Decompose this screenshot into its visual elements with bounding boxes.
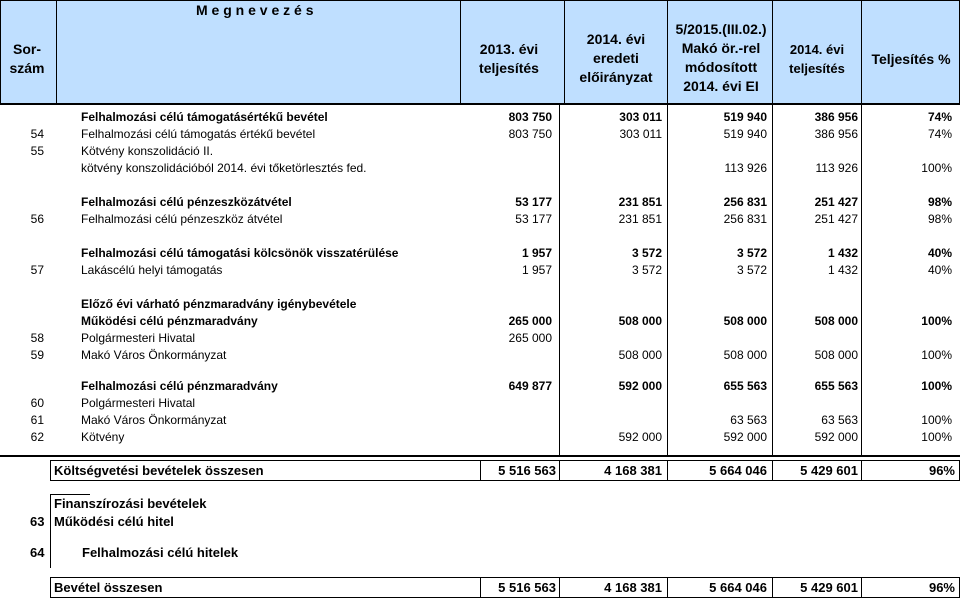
col-teljesites-pct-header: Teljesítés % bbox=[871, 51, 951, 67]
table-row: Felhalmozási célú támogatásértékű bevétel 803 750 303 011 519 940 386 956 74% bbox=[81, 110, 952, 124]
megnevezes-header: M e g n e v e z é s bbox=[196, 2, 314, 18]
table-row: kötvény konszolidációból 2014. évi tőketörlesztés fed. 113 926 113 926 100% bbox=[81, 161, 952, 175]
budget-total-label: Költségvetési bevételek összesen bbox=[54, 463, 264, 478]
grand-total-label: Bevétel összesen bbox=[54, 580, 163, 595]
row-64-label: Felhalmozási célú hitelek bbox=[82, 545, 239, 560]
table-row: Előző évi várható pénzmaradvány igénybevétele bbox=[81, 297, 357, 311]
col-2014-teljesites-header: 2014. évi teljesítés bbox=[789, 42, 845, 76]
col-2013-teljesites-header: 2013. évi teljesítés bbox=[479, 41, 539, 76]
table-header bbox=[0, 0, 960, 104]
table-row: 61 Makó Város Önkormányzat 63 563 63 563 100% bbox=[30, 413, 952, 427]
col-2014-eredeti-header: 2014. évi eredeti előirányzat bbox=[579, 31, 653, 85]
col-modositott-header: 5/2015.(III.02.) Makó ör.-rel módosított 2014. évi EI bbox=[675, 21, 767, 94]
row-64-sn: 64 bbox=[30, 545, 45, 560]
table-row: 54 Felhalmozási célú támogatás értékű bevétel 803 750 303 011 519 940 386 956 74% bbox=[30, 127, 952, 141]
table-row: Felhalmozási célú pénzeszközátvétel 53 177 231 851 256 831 251 427 98% bbox=[81, 195, 952, 209]
table-row: Felhalmozási célú támogatási kölcsönök visszatérülése 1 957 3 572 3 572 1 432 40% bbox=[81, 246, 952, 260]
row-63-label: Működési célú hitel bbox=[54, 514, 174, 529]
table-row: Működési célú pénzmaradvány 265 000 508 000 508 000 508 000 100% bbox=[81, 314, 952, 328]
table-row: 55 Kötvény konszolidáció II. bbox=[30, 144, 214, 158]
table-row: 57 Lakáscélú helyi támogatás 1 957 3 572 3 572 1 432 40% bbox=[30, 263, 952, 277]
table-row: 62 Kötvény 592 000 592 000 592 000 100% bbox=[30, 430, 952, 444]
sorszam-header: Sor- szám bbox=[9, 41, 45, 76]
table-row: 59 Makó Város Önkormányzat 508 000 508 000 508 000 100% bbox=[30, 348, 952, 362]
table-row: 60 Polgármesteri Hivatal bbox=[30, 396, 196, 410]
table-row: 56 Felhalmozási célú pénzeszköz átvétel 53 177 231 851 256 831 251 427 98% bbox=[30, 212, 952, 226]
table-row: 58 Polgármesteri Hivatal 265 000 bbox=[30, 331, 552, 345]
financing-title: Finanszírozási bevételek bbox=[54, 496, 207, 511]
table-row: Felhalmozási célú pénzmaradvány 649 877 592 000 655 563 655 563 100% bbox=[81, 379, 952, 393]
row-63-sn: 63 bbox=[30, 514, 45, 529]
